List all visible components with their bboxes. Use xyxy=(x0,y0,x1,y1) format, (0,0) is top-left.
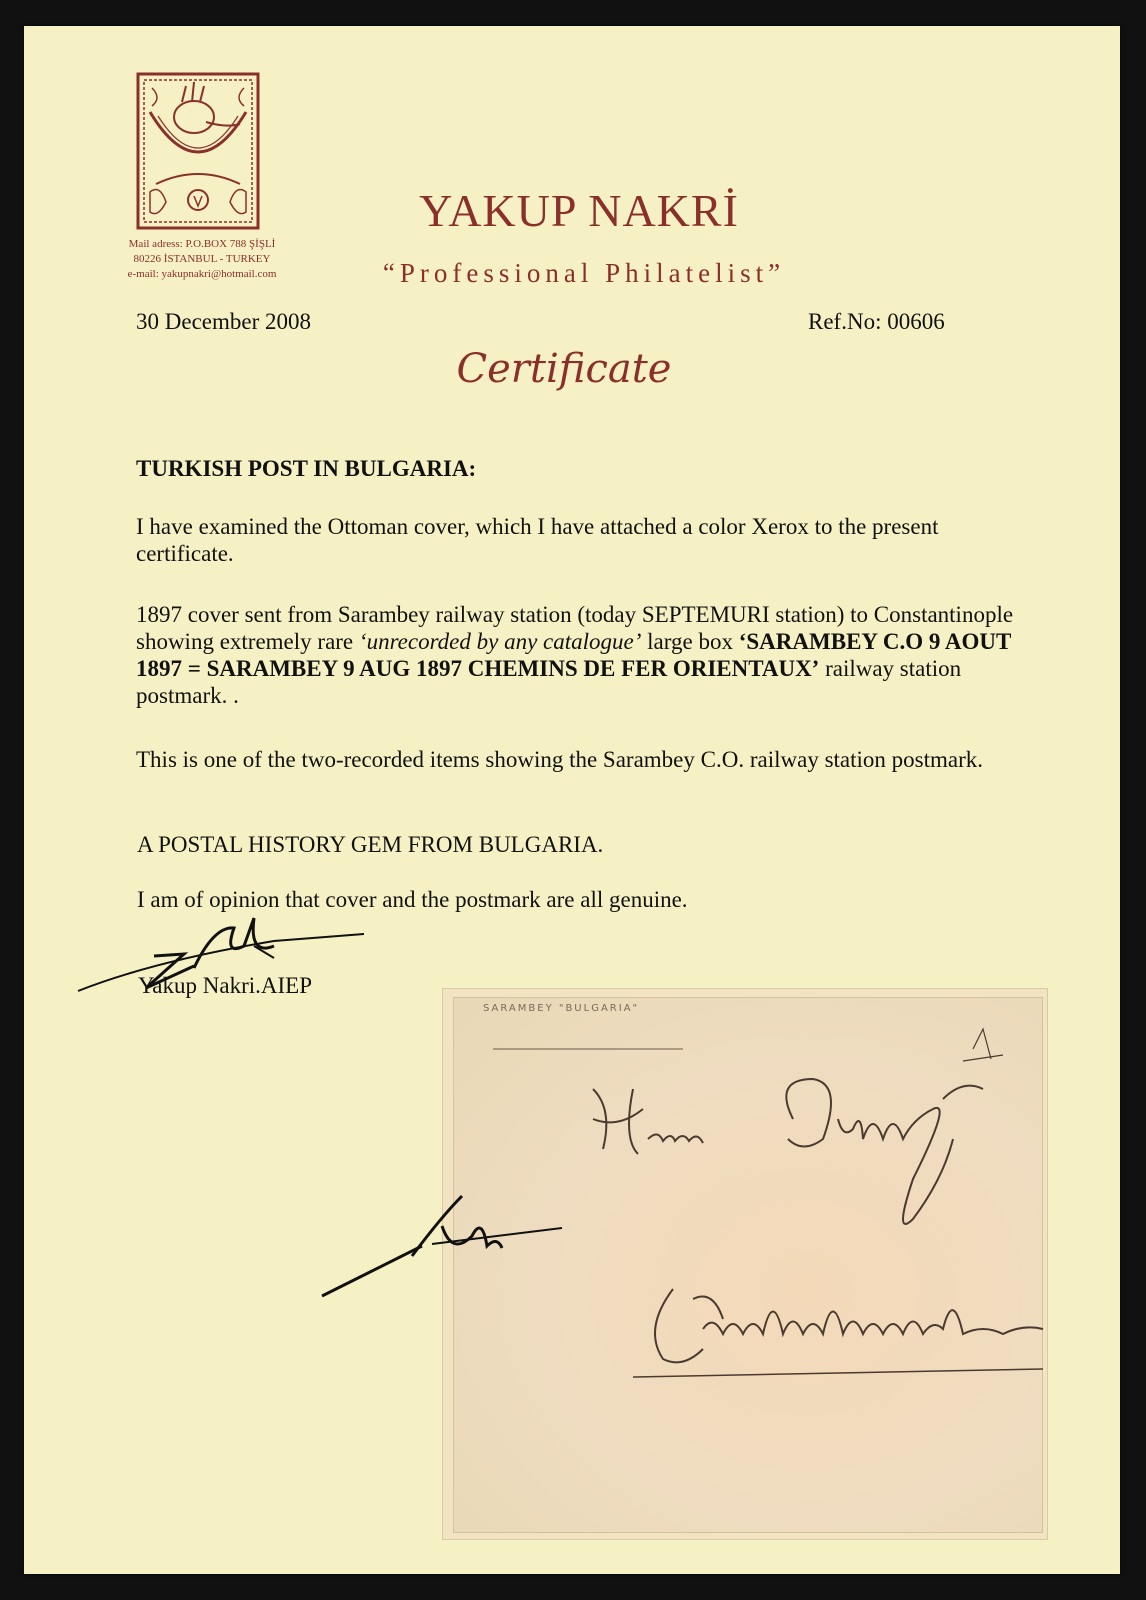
address-line: Mail adress: P.O.BOX 788 ŞİŞLİ xyxy=(128,238,276,250)
ottoman-tughra-stamp-icon xyxy=(136,72,260,230)
certificate-date: 30 December 2008 xyxy=(136,309,311,334)
certificate-heading: TURKISH POST IN BULGARIA: xyxy=(136,456,477,481)
paragraph-recorded: This is one of the two-recorded items showing the Sarambey C.O. railway station postmark. xyxy=(136,747,983,772)
handwritten-signature-icon xyxy=(74,906,364,996)
signature-name: Yakup Nakri.AIEP xyxy=(138,973,312,998)
description-text: 1897 cover sent from Sarambey railway station (today SEPTEMURI station) to Constantinople showing extremely rare xyxy=(136,602,1014,654)
description-italic: ‘unrecorded by any catalogue’ xyxy=(358,629,642,654)
description-text: large box xyxy=(641,629,739,654)
paragraph-opinion: I am of opinion that cover and the postmark are all genuine. xyxy=(137,887,688,912)
contact-address xyxy=(102,237,302,282)
email-line: e-mail: yakupnakri@hotmail.com xyxy=(127,268,277,280)
company-name: YAKUP NAKRİ xyxy=(419,185,739,236)
paragraph-examination: I have examined the Ottoman cover, which I have attached a color Xerox to the present certificate. xyxy=(136,514,939,566)
cover-signature-icon xyxy=(312,1186,562,1306)
certificate-title: Certificate xyxy=(456,346,672,392)
tagline: “Professional Philatelist” xyxy=(382,258,786,288)
cover-label: SARAMBEY "BULGARIA" xyxy=(483,1003,640,1014)
address-line: 80226 İSTANBUL - TURKEY xyxy=(133,253,271,265)
paragraph-description xyxy=(136,601,1016,709)
description-text: railway station postmark. . xyxy=(136,656,962,708)
paragraph-gem: A POSTAL HISTORY GEM FROM BULGARIA. xyxy=(137,832,604,857)
postmark-text: ‘SARAMBEY C.O 9 AOUT 1897 = SARAMBEY 9 AUG 1897 CHEMINS DE FER ORIENTAUX’ xyxy=(136,629,1011,681)
reference-number: Ref.No: 00606 xyxy=(808,309,945,334)
certificate-sheet xyxy=(24,26,1120,1574)
